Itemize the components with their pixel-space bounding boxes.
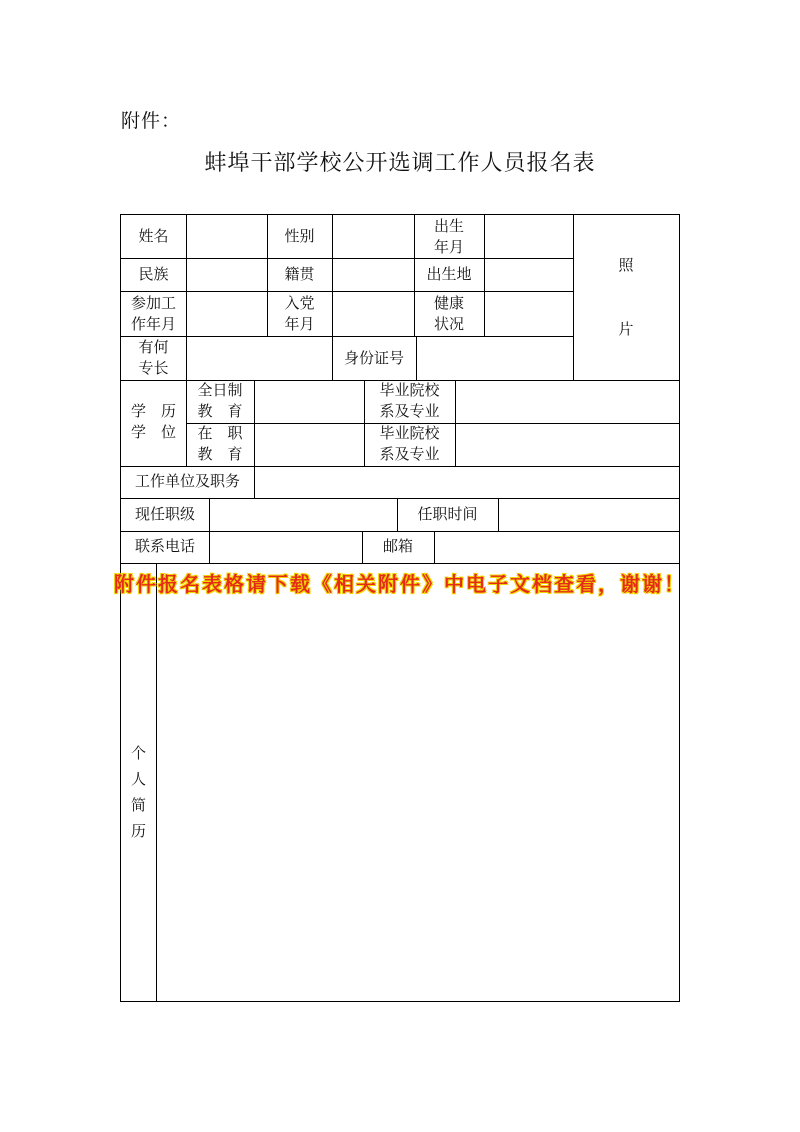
work-start-label-1: 参加工 <box>130 294 176 312</box>
employer-label: 工作单位及职务 <box>134 472 240 490</box>
ethnicity-field[interactable] <box>187 259 267 291</box>
fulltime-degree-field[interactable] <box>255 381 364 423</box>
rank-time-field[interactable] <box>499 499 679 531</box>
origin-field[interactable] <box>333 259 414 291</box>
rank-time-label: 任职时间 <box>417 505 478 523</box>
fulltime-school-label-2: 系及专业 <box>379 402 440 420</box>
fulltime-label-2: 教 育 <box>197 402 243 420</box>
health-field[interactable] <box>485 292 573 336</box>
inservice-school-label-1: 毕业院校 <box>379 424 440 442</box>
work-start-field[interactable] <box>187 292 267 336</box>
col-divider <box>573 215 574 380</box>
party-label-1: 入党 <box>284 294 315 312</box>
phone-field[interactable] <box>210 532 362 563</box>
resume-char: 个 <box>130 744 146 762</box>
gender-label: 性别 <box>284 227 315 245</box>
attachment-label: 附件： <box>121 110 182 132</box>
fulltime-school-label-1: 毕业院校 <box>379 381 440 399</box>
employer-field[interactable] <box>255 467 679 498</box>
id-number-label: 身份证号 <box>343 349 404 367</box>
resume-char: 简 <box>130 796 146 814</box>
work-start-label-2: 作年月 <box>130 315 176 333</box>
fulltime-school-field[interactable] <box>456 381 679 423</box>
email-label: 邮箱 <box>382 537 413 555</box>
degree-label-2: 学 位 <box>130 423 176 441</box>
email-field[interactable] <box>435 532 679 563</box>
origin-label: 籍贯 <box>284 265 315 283</box>
gender-field[interactable] <box>333 215 414 258</box>
inservice-degree-field[interactable] <box>255 424 364 466</box>
birth-label-2: 年月 <box>433 238 464 256</box>
inservice-label-1: 在 职 <box>197 424 243 442</box>
inservice-label-2: 教 育 <box>197 445 243 463</box>
resume-label <box>121 740 156 844</box>
registration-form-table <box>120 214 680 1002</box>
ethnicity-label: 民族 <box>138 265 169 283</box>
resume-char: 人 <box>130 770 146 788</box>
birthplace-label: 出生地 <box>426 265 472 283</box>
health-label-1: 健康 <box>433 294 464 312</box>
birth-date-field[interactable] <box>485 215 573 258</box>
birthplace-field[interactable] <box>485 259 573 291</box>
download-notice: 附件报名表格请下载《相关附件》中电子文档查看，谢谢！ <box>114 572 686 596</box>
fulltime-label-1: 全日制 <box>197 381 243 399</box>
specialty-field[interactable] <box>187 337 332 380</box>
current-rank-label: 现任职级 <box>134 505 195 523</box>
photo-label-1: 照 <box>618 256 634 274</box>
photo-label-2: 片 <box>618 320 634 338</box>
resume-char: 历 <box>130 822 146 840</box>
specialty-label-2: 专长 <box>138 359 169 377</box>
health-label-2: 状况 <box>433 315 464 333</box>
resume-field[interactable] <box>157 564 679 1001</box>
phone-label: 联系电话 <box>134 537 195 555</box>
name-field[interactable] <box>187 215 267 258</box>
id-number-field[interactable] <box>417 337 573 380</box>
birth-label-1: 出生 <box>433 217 464 235</box>
current-rank-field[interactable] <box>210 499 397 531</box>
degree-label-1: 学 历 <box>130 402 176 420</box>
party-date-field[interactable] <box>333 292 414 336</box>
document-title: 蚌埠干部学校公开选调工作人员报名表 <box>204 151 596 176</box>
specialty-label-1: 有何 <box>138 338 169 356</box>
party-label-2: 年月 <box>284 315 315 333</box>
inservice-school-field[interactable] <box>456 424 679 466</box>
inservice-school-label-2: 系及专业 <box>379 445 440 463</box>
name-label: 姓名 <box>138 227 169 245</box>
